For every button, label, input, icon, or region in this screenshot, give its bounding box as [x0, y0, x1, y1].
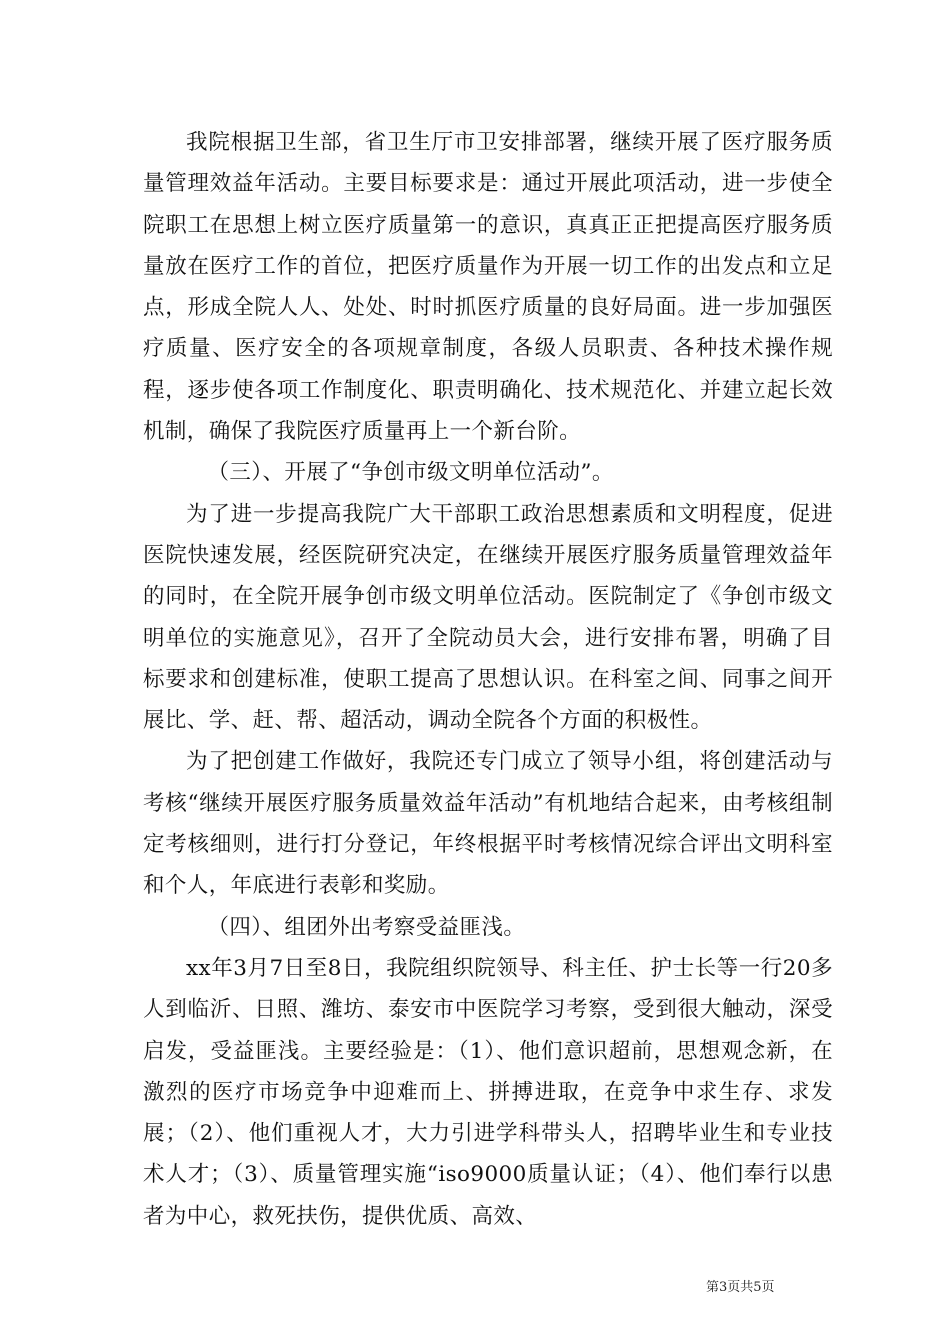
document-body [143, 122, 833, 1237]
paragraph-leadership-group: 为了把创建工作做好，我院还专门成立了领导小组，将创建活动与考核“继续开展医疗服务质量效益年活动”有机地结合起来，由考核组制定考核细则，进行打分登记，年终根据平时考核情况综合评出文明科室和个人，年底进行表彰和奖励。 [143, 749, 833, 899]
paragraph-quality-management: 我院根据卫生部，省卫生厅市卫安排部署，继续开展了医疗服务质量管理效益年活动。主要目标要求是：通过开展此项活动，进一步使全院职工在思想上树立医疗质量第一的意识，真真正正把提高医疗服务质量放在医疗工作的首位，把医疗质量作为开展一切工作的出发点和立足点，形成全院人人、处处、时时抓医疗质量的良好局面。进一步加强医疗质量、医疗安全的各项规章制度，各级人员职责、各种技术操作规程，逐步使各项工作制度化、职责明确化、技术规范化、并建立起长效机制，确保了我院医疗质量再上一个新台阶。 [143, 130, 833, 445]
section-heading-4: （四）、组团外出考察受益匪浅。 [207, 914, 526, 940]
paragraph-study-tour: xx年3月7日至8日，我院组织院领导、科主任、护士长等一行20多人到临沂、日照、潍坊、泰安市中医院学习考察，受到很大触动，深受启发，受益匪浅。主要经验是：（1）、他们意识超前，思想观念新，在激烈的医疗市场竞争中迎难而上、拼搏进取，在竞争中求生存、求发展；（2）、他们重视人才，大力引进学科带头人，招聘毕业生和专业技术人才；（3）、质量管理实施“iso9000质量认证；（4）、他们奉行以患者为中心，救死扶伤，提供优质、高效、 [143, 955, 833, 1229]
section-heading-3: （三）、开展了“争创市级文明单位活动”。 [207, 460, 614, 486]
page-number-footer: 第3页共5页 [706, 1280, 775, 1295]
paragraph-civilized-unit: 为了进一步提高我院广大干部职工政治思想素质和文明程度，促进医院快速发展，经医院研究决定，在继续开展医疗服务质量管理效益年的同时，在全院开展争创市级文明单位活动。医院制定了《争创市级文明单位的实施意见》，召开了全院动员大会，进行安排布署，明确了目标要求和创建标准，使职工提高了思想认识。在科室之间、同事之间开展比、学、赶、帮、超活动，调动全院各个方面的积极性。 [143, 501, 833, 734]
